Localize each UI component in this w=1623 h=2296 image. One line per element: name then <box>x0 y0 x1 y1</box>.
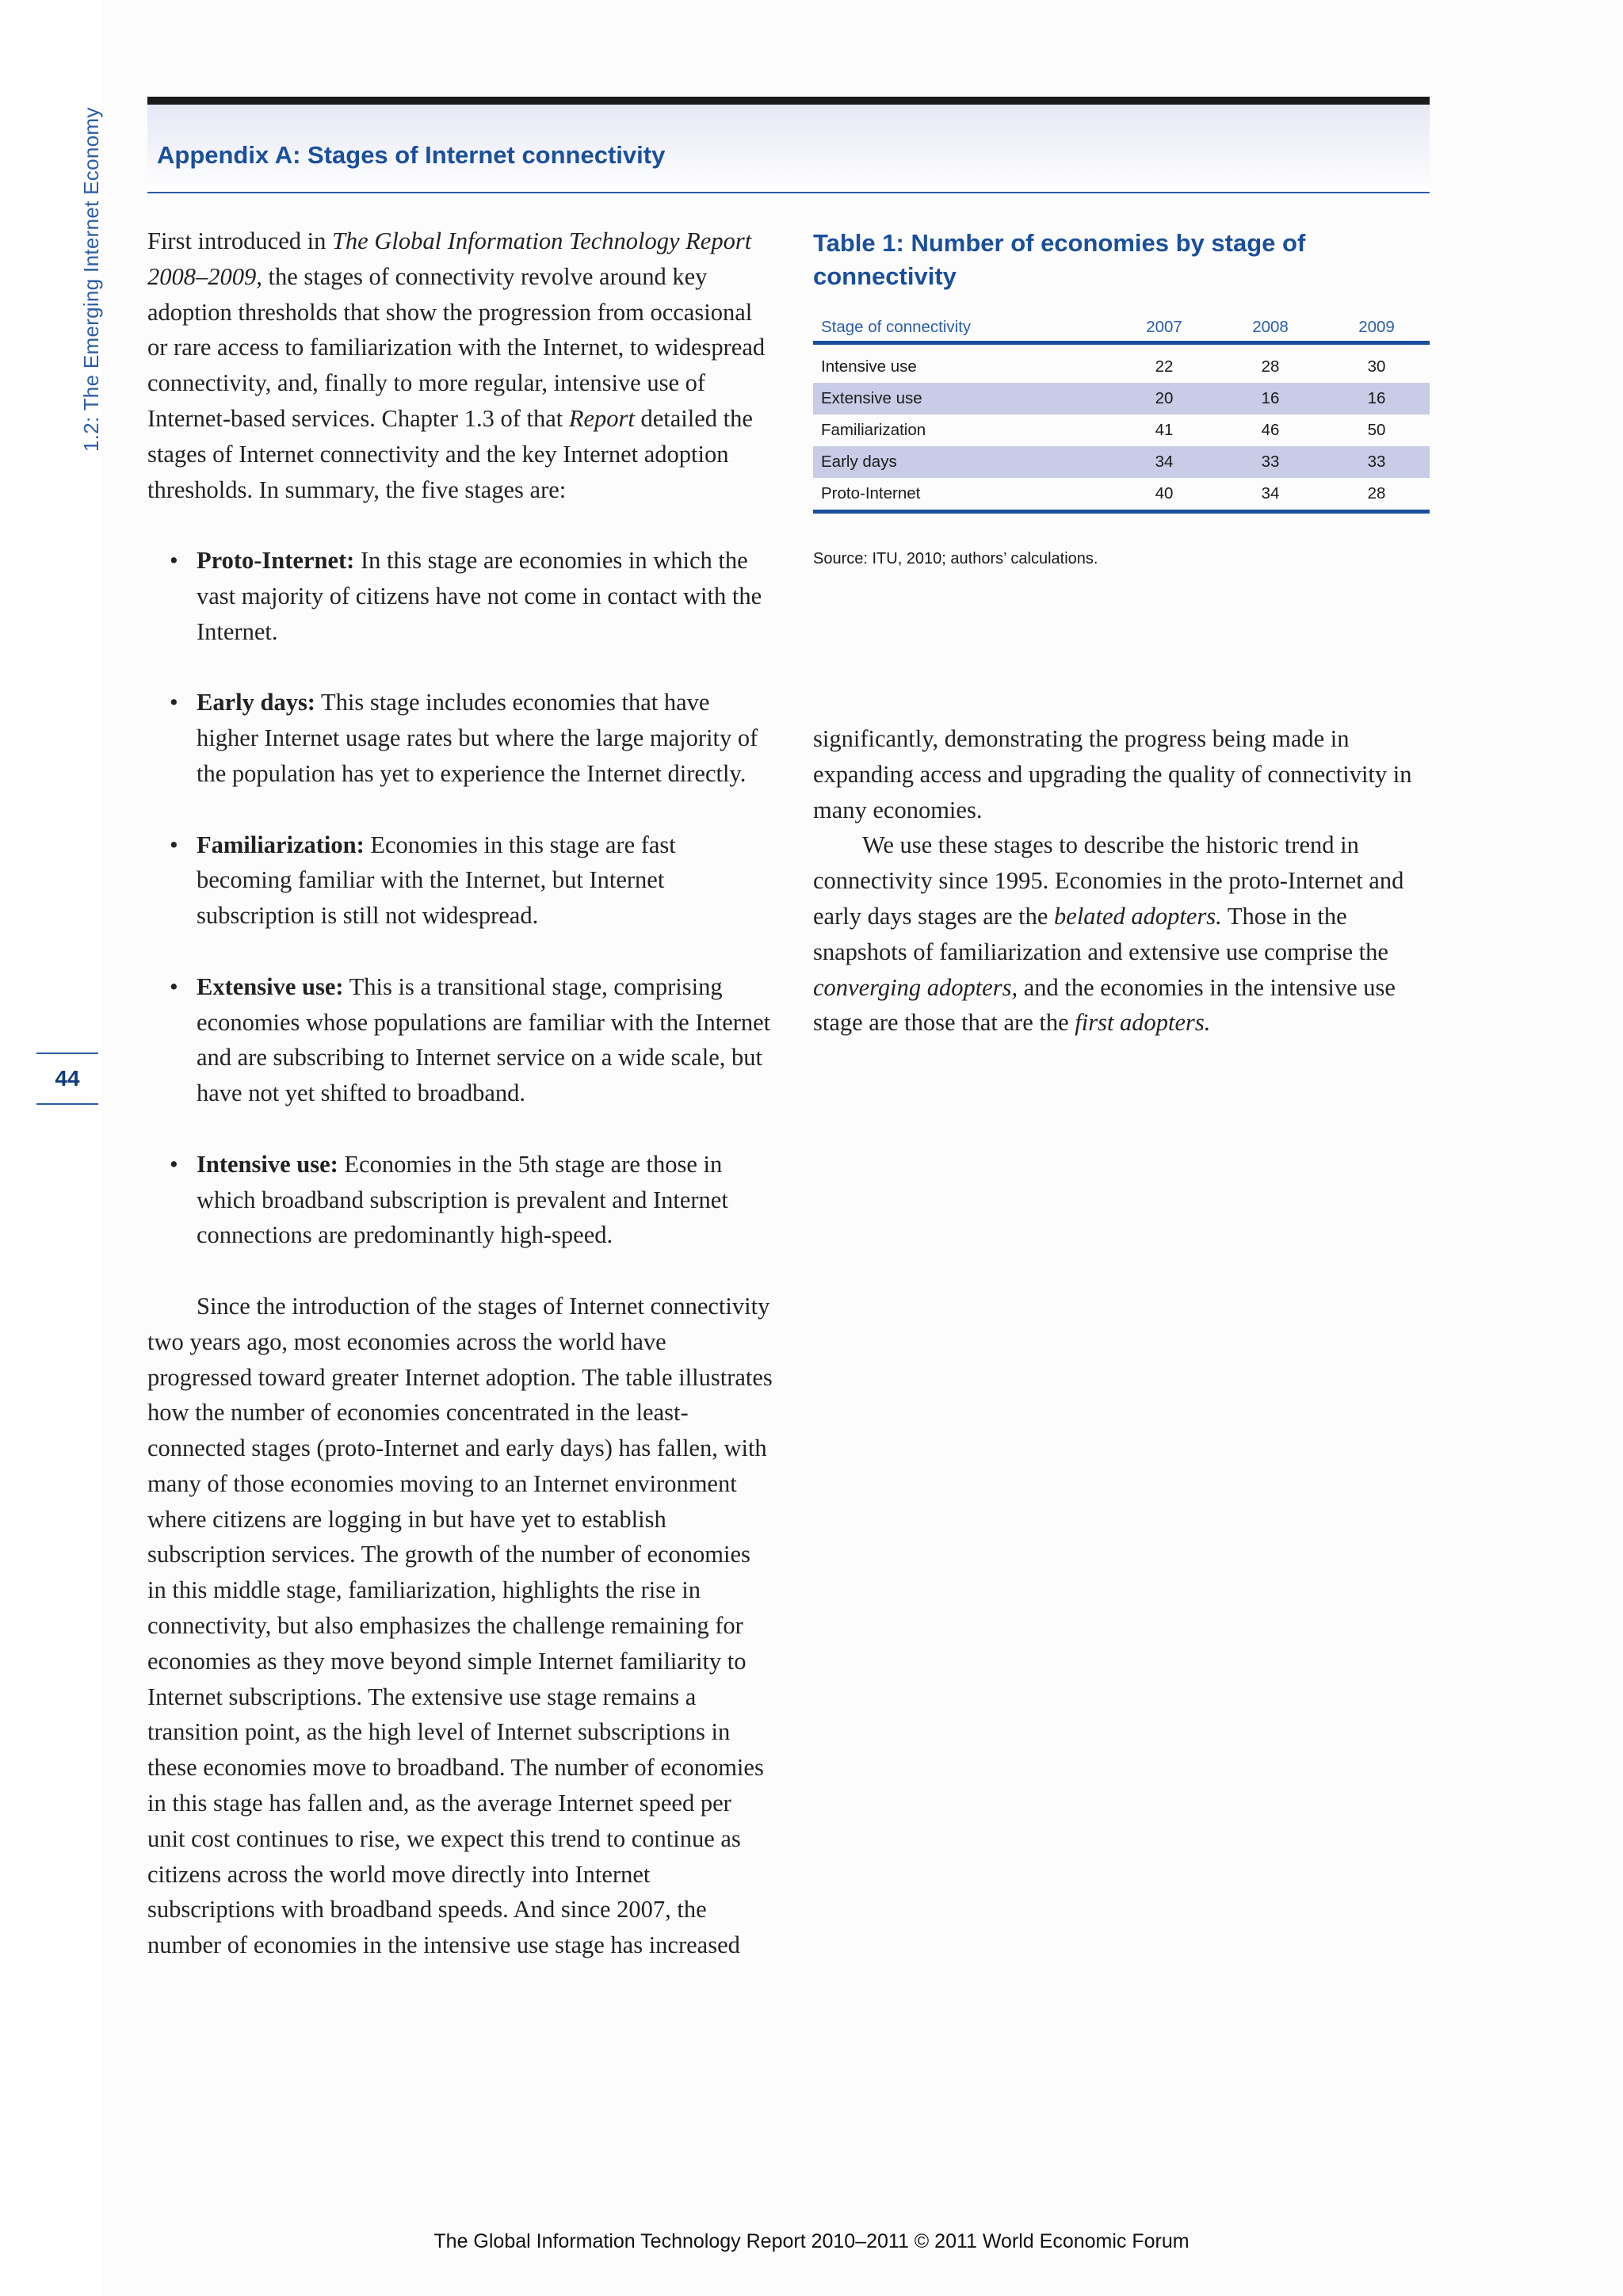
table-title: Table 1: Number of economies by stage of connectivity <box>813 229 1306 290</box>
table-cell: 16 <box>1217 383 1323 415</box>
table-cell: 41 <box>1155 421 1174 439</box>
table-cell: 33 <box>1217 446 1323 478</box>
page-number: 44 <box>55 1066 80 1091</box>
table-cell: Intensive use <box>821 357 917 376</box>
bullet-term: Intensive use: <box>197 1150 338 1178</box>
stage-bullet-proto-internet <box>147 543 773 649</box>
table-cell: 20 <box>1111 383 1217 415</box>
table-row <box>813 343 1430 384</box>
column-header: 2008 <box>1217 314 1323 343</box>
column-header: Stage of connectivity <box>813 314 1111 343</box>
trend-text-3: and the economies in the intensive use stage are those that are the <box>813 973 1396 1037</box>
stage-bullet-familiarization <box>147 827 773 934</box>
bullet-text: This stage includes economies that have higher Internet usage rates but where the large majority of the population has yet to experience the Internet directly. <box>197 689 758 787</box>
table-cell: 28 <box>1323 478 1430 512</box>
table-cell: 30 <box>1367 357 1386 376</box>
term-converging-adopters: converging adopters, <box>813 973 1018 1001</box>
continuation-paragraph: significantly, demonstrating the progress being made in expanding access and upgrading the quality of connectivity in many economies. <box>813 725 1412 823</box>
running-header: 1.2: The Emerging Internet Economy <box>79 107 103 452</box>
table-row <box>813 446 1430 478</box>
trend-text-1: We use these stages to describe the historic trend in connectivity since 1995. Economies in the proto-Internet and early days stages are the <box>813 831 1404 930</box>
bullet-term: Proto-Internet: <box>197 547 355 575</box>
appendix-bottom-rule <box>147 192 1430 193</box>
page-number-block <box>36 1052 98 1105</box>
intro-text-1: First introduced in <box>147 227 332 254</box>
connectivity-table <box>813 314 1430 514</box>
term-belated-adopters: belated adopters. <box>1054 902 1222 930</box>
appendix-title: Appendix A: Stages of Internet connectivity <box>157 141 666 169</box>
intro-report-title: The Global Information Technology Report 2008–2009, <box>147 227 752 290</box>
bullet-term: Extensive use: <box>197 972 344 1000</box>
intro-text-2: the stages of connectivity revolve around key adoption thresholds that show the progression from occasional or rare access to familiarization with the Internet, to widespread connectivity, and, finally to more regular, intensive use of Internet-based services. Chapter 1.3 of that <box>147 262 766 432</box>
table-cell: Extensive use <box>813 383 1111 415</box>
table-cell: 28 <box>1261 357 1280 376</box>
stages-list <box>147 543 773 1253</box>
table-header-row <box>813 314 1430 343</box>
table-cell: 33 <box>1323 446 1430 478</box>
table-cell: 22 <box>1155 357 1174 376</box>
table-cell: Familiarization <box>821 421 926 439</box>
table-block <box>813 227 1430 568</box>
stage-bullet-early-days <box>147 685 773 791</box>
bullet-text: Economies in the 5th stage are those in which broadband subscription is prevalent and Internet connections are predominantly high-speed. <box>197 1150 728 1249</box>
trend-paragraph <box>813 827 1431 1041</box>
table-cell: 40 <box>1111 478 1217 512</box>
appendix-header-band <box>147 97 1430 193</box>
stage-bullet-intensive-use <box>147 1147 773 1253</box>
intro-paragraph <box>147 223 773 507</box>
table-cell: 50 <box>1367 421 1386 439</box>
table-cell: Early days <box>813 446 1111 478</box>
intro-report-word: Report <box>568 404 635 432</box>
page-number-rule-bottom <box>36 1103 98 1105</box>
right-column <box>813 721 1431 1041</box>
column-header: 2007 <box>1111 314 1217 343</box>
appendix-top-bar <box>147 97 1430 105</box>
intro-text-3: detailed the stages of Internet connectivity and the key Internet adoption thresholds. In summary, the five stages are: <box>147 404 753 503</box>
table-cell: Proto-Internet <box>813 478 1111 512</box>
page-footer: The Global Information Technology Report 2010–2011 © 2011 World Economic Forum <box>433 2230 1190 2252</box>
table-source-note: Source: ITU, 2010; authors’ calculations. <box>813 550 1098 567</box>
column-header: 2009 <box>1323 314 1430 343</box>
table-row <box>813 383 1430 415</box>
table-cell: 46 <box>1261 421 1280 439</box>
table-row <box>813 478 1430 512</box>
table-cell: 34 <box>1217 478 1323 512</box>
closing-paragraph: Since the introduction of the stages of Internet connectivity two years ago, most economies across the world have progressed toward greater Internet adoption. The table illustrates how the number of economies concentrated in the least-connected stages (proto-Internet and early days) has fallen, with many of those economies moving to an Internet environment where citizens are logging in but have yet to establish subscription services. The growth of the number of economies in this middle stage, familiarization, highlights the rise in connectivity, but also emphasizes the challenge remaining for economies as they move beyond simple Internet familiarity to Internet subscriptions. The extensive use stage remains a transition point, as the high level of Internet subscriptions in these economies move to broadband. The number of economies in this stage has fallen and, as the average Internet speed per unit cost continues to rise, we expect this trend to continue as citizens across the world move directly into Internet subscriptions with broadband speeds. And since 2007, the number of economies in the intensive use stage has increased <box>147 1292 773 1959</box>
table-cell: 34 <box>1111 446 1217 478</box>
table-cell: 16 <box>1323 383 1430 415</box>
bullet-text: Economies in this stage are fast becoming familiar with the Internet, but Internet subscription is still not widespread. <box>197 831 676 930</box>
left-column <box>147 223 773 1963</box>
table-row <box>813 415 1430 446</box>
stage-bullet-extensive-use <box>147 969 773 1111</box>
term-first-adopters: first adopters. <box>1075 1009 1211 1037</box>
bullet-text: In this stage are economies in which the vast majority of citizens have not come in contact with the Internet. <box>197 547 762 645</box>
bullet-text: This is a transitional stage, comprising economies whose populations are familiar with the Internet and are subscribing to Internet service on a wide scale, but have not yet shifted to broadband. <box>197 972 771 1107</box>
bullet-term: Familiarization: <box>197 831 365 858</box>
bullet-term: Early days: <box>197 689 315 716</box>
trend-text-2: Those in the snapshots of familiarization and extensive use comprise the <box>813 902 1388 965</box>
